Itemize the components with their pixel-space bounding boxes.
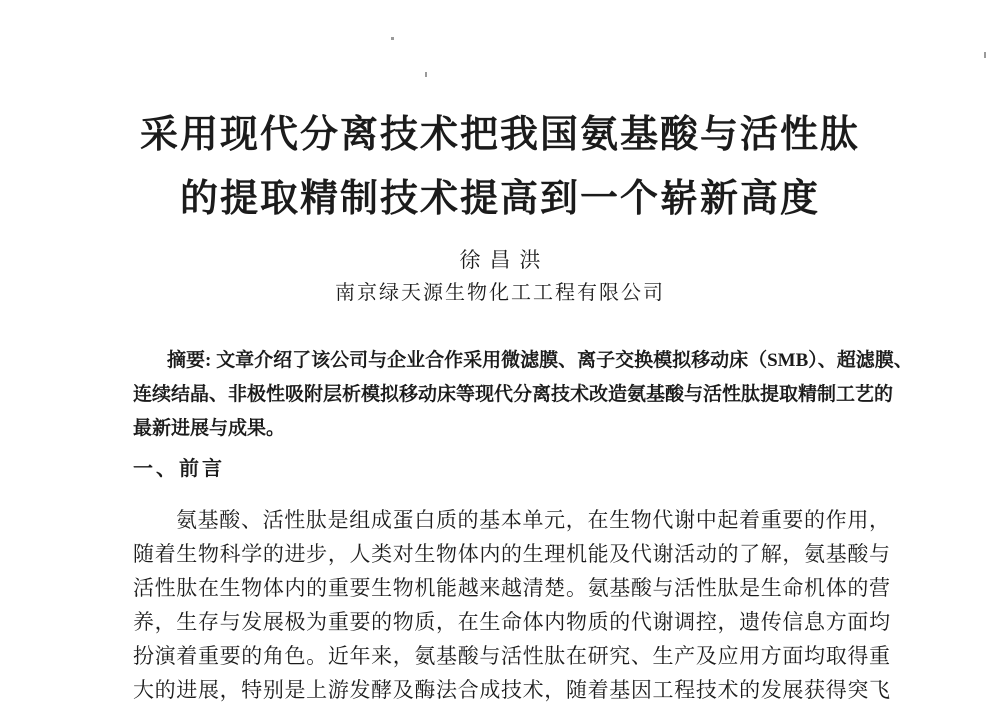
paper-title-line-2: 的提取精制技术提高到一个崭新高度 — [179, 178, 820, 220]
page-body — [133, 344, 913, 702]
scan-noise-speck — [984, 52, 986, 58]
foreword-paragraph — [133, 503, 890, 702]
abstract-line: 最新进展与成果。 — [133, 418, 286, 439]
paragraph-line: 活性肽在生物体内的重要生物机能越来越清楚。氨基酸与活性肽是生命机体的营 — [133, 576, 890, 600]
paragraph-line: 扮演着重要的角色。近年来，氨基酸与活性肽在研究、生产及应用方面均取得重 — [133, 644, 890, 668]
author-name: 徐昌洪 — [459, 248, 550, 272]
scan-noise-speck — [391, 37, 394, 40]
scan-noise-speck — [425, 72, 427, 77]
abstract-line: 摘要: 文章介绍了该公司与企业合作采用微滤膜、离子交换模拟移动床（SMB）、超滤膜、 — [167, 350, 913, 371]
paper-title — [0, 103, 1000, 231]
paper-title-line-1: 采用现代分离技术把我国氨基酸与活性肽 — [139, 114, 860, 156]
paragraph-line: 随着生物科学的进步，人类对生物体内的生理机能及代谢活动的了解，氨基酸与 — [133, 542, 890, 566]
paragraph-line: 氨基酸、活性肽是组成蛋白质的基本单元，在生物代谢中起着重要的作用， — [176, 508, 890, 532]
abstract-block — [133, 344, 913, 446]
section-heading-foreword: 一、前言 — [133, 458, 225, 480]
abstract-line: 连续结晶、非极性吸附层析模拟移动床等现代分离技术改造氨基酸与活性肽提取精制工艺的 — [133, 384, 894, 405]
paragraph-line: 养，生存与发展极为重要的物质，在生命体内物质的代谢调控，遗传信息方面均 — [133, 610, 890, 634]
paragraph-line: 大的进展，特别是上游发酵及酶法合成技术，随着基因工程技术的发展获得突飞 — [133, 678, 890, 702]
author-affiliation: 南京绿天源生物化工工程有限公司 — [335, 282, 665, 304]
